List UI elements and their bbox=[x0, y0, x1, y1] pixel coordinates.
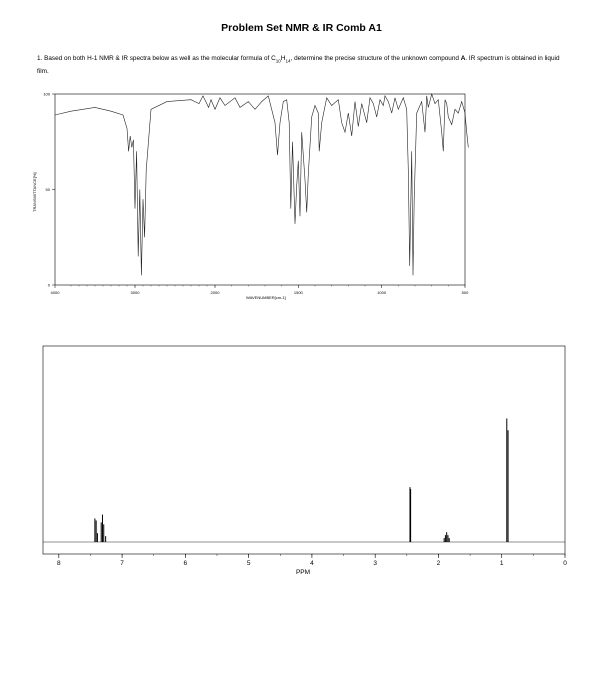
nmr-x-tick-label: 1 bbox=[499, 560, 504, 567]
ir-x-tick-label: 500 bbox=[461, 290, 469, 295]
nmr-x-tick-label: 4 bbox=[310, 560, 314, 567]
ir-y-tick-label: 50 bbox=[45, 187, 50, 192]
ir-x-tick-label: 1000 bbox=[377, 290, 387, 295]
compound-label: A bbox=[460, 55, 466, 62]
nmr-peaks bbox=[95, 419, 508, 542]
ir-y-tick-label: 0 bbox=[47, 282, 50, 288]
nmr-x-tick-label: 0 bbox=[563, 560, 567, 567]
nmr-x-tick-label: 5 bbox=[246, 560, 251, 567]
nmr-x-tick-label: 6 bbox=[183, 560, 188, 567]
nmr-plot-frame bbox=[43, 346, 565, 554]
ir-x-tick-label: 3000 bbox=[130, 290, 140, 295]
page-title: Problem Set NMR & IR Comb A1 bbox=[221, 22, 382, 34]
question-prefix: 1. Based on both H-1 NMR & IR spectra below as well as the molecular formula of C bbox=[37, 55, 276, 62]
nmr-x-tick-label: 7 bbox=[120, 560, 124, 567]
question-suffix: . IR spectrum is obtained in liquid film. bbox=[37, 55, 560, 76]
ir-x-tick-label: 2000 bbox=[210, 290, 220, 295]
hydrogen-symbol: H bbox=[280, 55, 286, 62]
ir-x-tick-label: 1500 bbox=[293, 290, 303, 295]
hydrogen-subscript: 14 bbox=[285, 58, 291, 64]
nmr-chart bbox=[43, 346, 567, 576]
ir-spectrum-line bbox=[55, 94, 468, 275]
nmr-x-tick-label: 2 bbox=[436, 560, 441, 567]
carbon-subscript: 10 bbox=[275, 58, 281, 64]
ir-x-axis-label: WAVENUMBER[cm-1] bbox=[246, 295, 286, 300]
question-middle: , determine the precise structure of the unknown compound bbox=[290, 55, 461, 62]
nmr-x-axis-label: PPM bbox=[295, 569, 311, 576]
ir-x-tick-label: 4000 bbox=[50, 290, 60, 295]
ir-ticks bbox=[43, 92, 469, 296]
nmr-x-tick-label: 8 bbox=[57, 560, 61, 567]
nmr-ticks bbox=[57, 554, 567, 567]
ir-chart bbox=[32, 92, 469, 301]
ir-y-axis-label: TRANSMITTANCE[%] bbox=[32, 172, 37, 212]
nmr-x-tick-label: 3 bbox=[373, 560, 377, 567]
ir-plot-frame bbox=[55, 94, 465, 285]
ir-y-tick-label: 100 bbox=[43, 91, 50, 97]
